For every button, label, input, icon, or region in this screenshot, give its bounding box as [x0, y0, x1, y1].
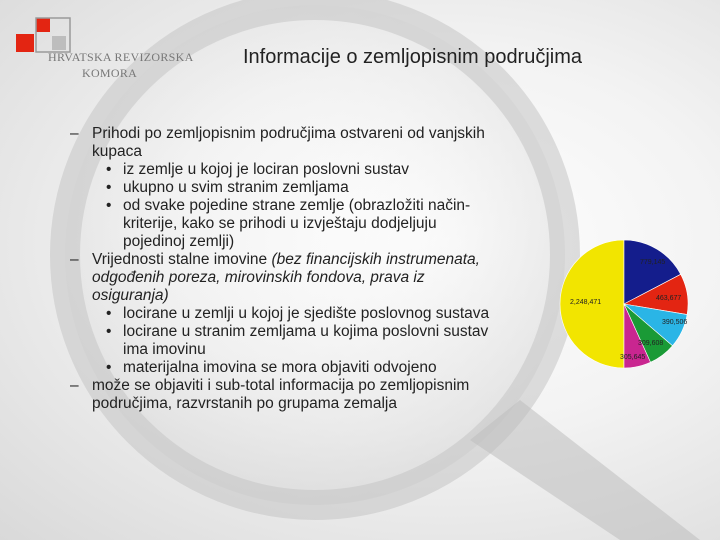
sub-bullet-home-country: • iz zemlje u kojoj je lociran poslovni sustav — [70, 161, 500, 179]
sub-bullet-assets-foreign: • locirane u stranim zemljama u kojima poslovni sustav ima imovinu — [70, 323, 500, 359]
sub-bullet-foreign-total: • ukupno u svim stranim zemljama — [70, 179, 500, 197]
pie-label-6: 305,645 — [620, 354, 646, 361]
pie-label-3: 463,677 — [656, 295, 682, 302]
pie-label-1: 2,248,471 — [570, 299, 602, 306]
logo-text-line1: HRVATSKA REVIZORSKA — [48, 50, 194, 64]
pie-label-2: 779,145 — [640, 259, 666, 266]
pie-chart — [558, 238, 690, 370]
sub-bullet-assets-home: • locirane u zemlji u kojoj je sjedište poslovnog sustava — [70, 305, 500, 323]
logo-text-line2: KOMORA — [82, 66, 138, 80]
sub-bullet-each-country: • od svake pojedine strane zemlje (obrazložiti način-kriterije, kako se prihodi u izvještaju dodjeljuju pojedinoj zemlji) — [70, 197, 500, 251]
logo — [14, 16, 194, 80]
fixed-assets-lead: Vrijednosti stalne imovine — [92, 251, 268, 268]
fixed-assets-detail: (bez financijskih instrumenata, odgođenih poreza, mirovinskih fondova, prava iz osiguranja) — [92, 251, 480, 304]
pie-label-5: 309,608 — [638, 340, 664, 347]
bullet-revenue: – Prihodi po zemljopisnim područjima ostvareni od vanjskih kupaca — [70, 125, 500, 161]
pie-label-4: 390,506 — [662, 319, 688, 326]
bullet-fixed-assets — [70, 251, 500, 305]
bullet-subtotal: – može se objaviti i sub-total informacija po zemljopisnim područjima, razvrstanih po grupama zemalja — [70, 377, 500, 413]
page-title: Informacije o zemljopisnim područjima — [243, 46, 583, 68]
sub-bullet-tangible: • materijalna imovina se mora objaviti odvojeno — [70, 359, 500, 377]
bullet-list — [70, 125, 500, 413]
